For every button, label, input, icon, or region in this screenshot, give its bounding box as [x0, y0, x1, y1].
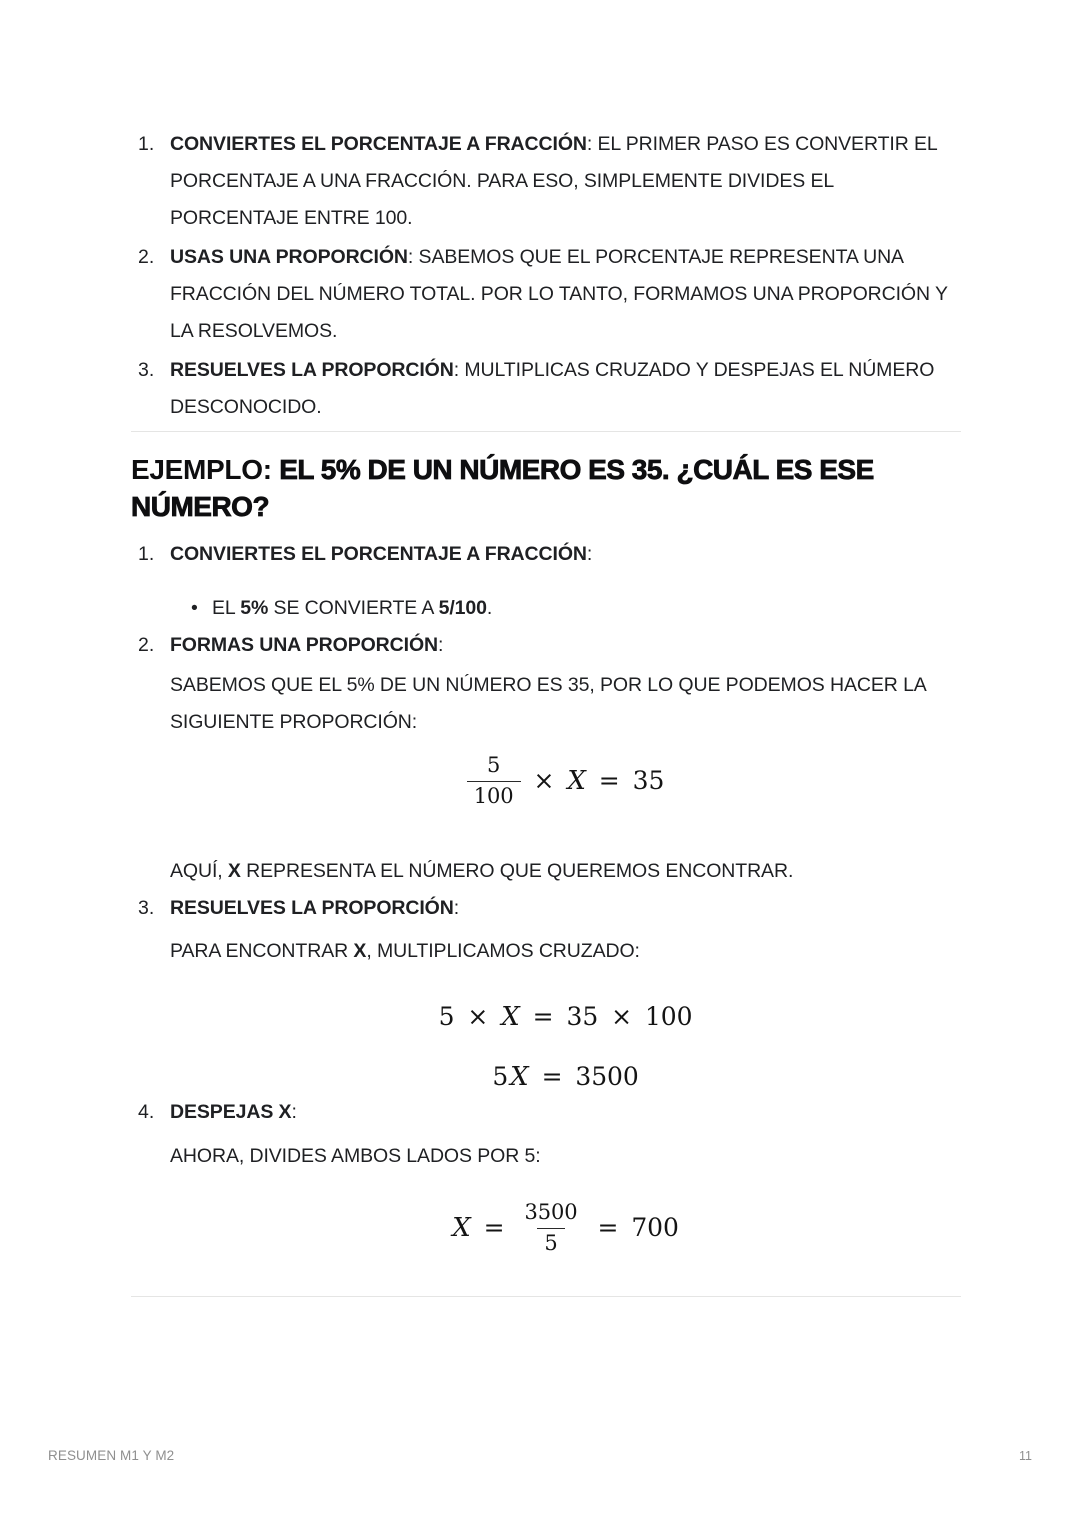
- heading-prefix: EJEMPLO:: [131, 454, 280, 485]
- math-variable: X: [452, 1213, 471, 1243]
- equation-simplified: [170, 1060, 961, 1094]
- math-operator: ×: [467, 1002, 489, 1031]
- equation-proportion: [170, 753, 961, 809]
- math-operator: =: [483, 1213, 505, 1242]
- step-title: RESUELVES LA PROPORCIÓN: [170, 897, 454, 919]
- step-title: FORMAS UNA PROPORCIÓN: [170, 634, 439, 656]
- math-number: 700: [631, 1213, 679, 1242]
- math-variable: X: [501, 1002, 520, 1032]
- fraction-denominator: 5: [537, 1228, 564, 1256]
- list-item-rest: : MULTIPLICAS CRUZADO Y DESPEJAS EL NÚMERO DESCONOCIDO.: [170, 359, 935, 418]
- bullet-text: [212, 590, 492, 627]
- heading-strong-text: EL 5% DE UN NÚMERO ES 35. ¿CUÁL ES ESE NÚMERO?: [131, 454, 874, 522]
- step-colon: :: [586, 543, 593, 565]
- list-item-rest: : EL PRIMER PASO ES CONVERTIR EL PORCENTAJE A UNA FRACCIÓN. PARA ESO, SIMPLEMENTE DIVIDES EL PORCENTAJE ENTRE 100.: [170, 133, 937, 229]
- step-colon: :: [438, 634, 444, 656]
- math-operator: =: [598, 766, 620, 795]
- bullet-dot: •: [191, 597, 198, 619]
- text-segment: AQUÍ,: [170, 860, 228, 882]
- step-convert-fraction: [131, 536, 961, 627]
- step-isolate-x: [131, 1094, 961, 1256]
- step-content: [170, 890, 961, 1094]
- bold-segment: X: [353, 940, 367, 962]
- bullet-item: [170, 590, 961, 627]
- list-item-text: [170, 126, 961, 237]
- math-number: 100: [645, 1002, 693, 1031]
- equation-solution: [170, 1200, 961, 1256]
- example-heading: [131, 451, 936, 525]
- step-paragraph: AHORA, DIVIDES AMBOS LADOS POR 5:: [170, 1145, 541, 1167]
- list-number: 1.: [138, 543, 155, 565]
- list-number: 4.: [138, 1101, 155, 1123]
- intro-steps-list: [131, 126, 961, 426]
- math-term: [492, 1060, 528, 1094]
- list-item: [131, 126, 961, 237]
- step-title: CONVIERTES EL PORCENTAJE A FRACCIÓN: [170, 543, 587, 565]
- step-title-line: [170, 897, 459, 919]
- step-title-line: [170, 634, 443, 656]
- list-item-text: [170, 239, 961, 350]
- list-number: 1.: [138, 133, 155, 155]
- list-item: [131, 239, 961, 350]
- math-operator: =: [541, 1062, 563, 1091]
- text-segment: EL: [212, 597, 241, 619]
- list-number: 2.: [138, 634, 155, 656]
- text-segment: REPRESENTA EL NÚMERO QUE QUEREMOS ENCONTRAR.: [240, 860, 794, 882]
- text-segment: PARA ENCONTRAR: [170, 940, 354, 962]
- text-segment: , MULTIPLICAMOS CRUZADO:: [366, 940, 640, 962]
- step-title-line: [170, 1101, 297, 1123]
- fraction-denominator: 100: [467, 781, 521, 809]
- step-content: [170, 1094, 961, 1256]
- math-operator: =: [532, 1002, 554, 1031]
- fraction: [517, 1200, 584, 1256]
- step-solve-proportion: [131, 890, 961, 1094]
- math-operator: ×: [611, 1002, 632, 1031]
- step-paragraph: [170, 933, 940, 970]
- step-colon: :: [291, 1101, 297, 1123]
- list-item-title: RESUELVES LA PROPORCIÓN: [170, 359, 454, 381]
- list-number: 3.: [138, 359, 155, 381]
- fraction: [467, 753, 521, 809]
- step-title-line: [170, 543, 592, 565]
- math-operator: =: [597, 1213, 619, 1242]
- math-number: 35: [566, 1002, 599, 1031]
- step-paragraph: SABEMOS QUE EL 5% DE UN NÚMERO ES 35, POR LO QUE PODEMOS HACER LA SIGUIENTE PROPORCIÓN:: [170, 674, 926, 733]
- math-number: 35: [632, 766, 665, 795]
- fraction-numerator: 5: [486, 753, 501, 777]
- footer-page-number: 11: [1019, 1449, 1032, 1463]
- list-number: 2.: [138, 246, 155, 268]
- math-number: 5: [492, 1062, 509, 1091]
- step-content: [170, 627, 961, 890]
- bottom-divider: [131, 1296, 961, 1297]
- list-item-text: [170, 352, 961, 426]
- text-segment: .: [486, 597, 493, 619]
- math-variable: X: [510, 1062, 529, 1092]
- bold-segment: 5/100: [438, 597, 487, 619]
- fraction-numerator: 3500: [524, 1200, 578, 1224]
- text-segment: SE CONVIERTE A: [268, 597, 439, 619]
- math-variable: X: [567, 766, 586, 796]
- bold-segment: X: [227, 860, 241, 882]
- page-footer: [48, 1448, 1032, 1463]
- math-number: 3500: [575, 1062, 639, 1091]
- math-number: 5: [438, 1002, 455, 1031]
- bold-segment: 5%: [240, 597, 269, 619]
- step-paragraph: [170, 853, 940, 890]
- section-divider: [131, 431, 961, 432]
- page-content: [131, 0, 961, 1297]
- list-item-title: USAS UNA PROPORCIÓN: [170, 246, 408, 268]
- step-colon: :: [453, 897, 460, 919]
- footer-document-title: RESUMEN M1 Y M2: [48, 1448, 175, 1463]
- example-steps-list: [131, 536, 961, 1256]
- math-operator: ×: [533, 766, 555, 795]
- step-form-proportion: [131, 627, 961, 890]
- list-item: [131, 352, 961, 426]
- step-title: DESPEJAS X: [170, 1101, 292, 1123]
- list-item-rest: : SABEMOS QUE EL PORCENTAJE REPRESENTA UNA FRACCIÓN DEL NÚMERO TOTAL. POR LO TANTO, FORMAMOS UNA PROPORCIÓN Y LA RESOLVEMOS.: [170, 246, 948, 342]
- equation-cross-multiply: [170, 1000, 961, 1034]
- list-item-title: CONVIERTES EL PORCENTAJE A FRACCIÓN: [170, 133, 587, 155]
- step-content: [170, 536, 961, 627]
- list-number: 3.: [138, 897, 155, 919]
